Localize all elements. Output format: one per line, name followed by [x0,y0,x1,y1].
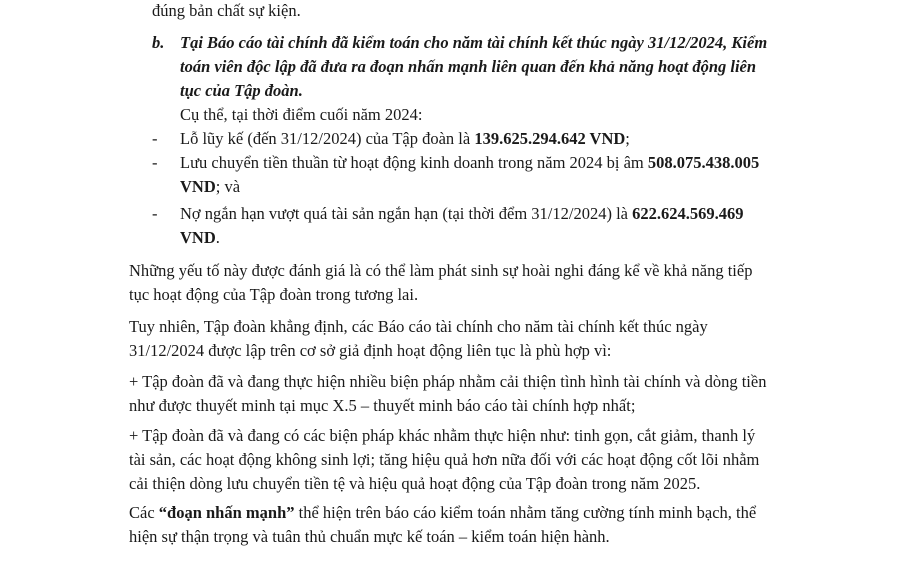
bullet-text: Lưu chuyển tiền thuần từ hoạt động kinh doanh trong năm 2024 bị âm [180,153,648,172]
conclusion-emphasis: “đoạn nhấn mạnh” [158,503,295,522]
item-b-line-1: Tại Báo cáo tài chính đã kiểm toán cho năm tài chính kết thúc ngày 31/12/2024, Kiểm [180,33,768,52]
bullet-short-term-debt [180,203,743,225]
reason-2-line-2: tài sản, các hoạt động không sinh lợi; tăng hiệu quả hơn nữa đối với các hoạt động cốt lõi nhằm [129,450,760,469]
specific-intro: Cụ thể, tại thời điểm cuối năm 2024: [180,105,423,124]
bullet-dash: - [152,204,158,223]
item-b-marker: b. [152,33,165,52]
para-however-line-2: 31/12/2024 được lập trên cơ sở giả định hoạt động liên tục là phù hợp vì: [129,341,612,360]
reason-1-line-1: + Tập đoàn đã và đang thực hiện nhiều biện pháp nhằm cải thiện tình hình tài chính và dòng tiền [129,372,767,391]
bullet-value-unit: VND [180,177,216,196]
para-doubt-line-1: Những yếu tố này được đánh giá là có thể làm phát sinh sự hoài nghi đáng kể về khả năng tiếp [129,261,753,280]
bullet-dash: - [152,129,158,148]
item-b-line-2: toán viên độc lập đã đưa ra đoạn nhấn mạnh liên quan đến khả năng hoạt động liên [180,57,757,76]
reason-2-line-3: cải thiện dòng lưu chuyển tiền tệ và hiệu quả hoạt động của Tập đoàn trong năm 2025. [129,474,701,493]
bullet-operating-cash-flow [180,152,759,174]
item-b-line-3: tục của Tập đoàn. [180,81,303,100]
top-line: đúng bản chất sự kiện. [152,1,301,20]
bullet-short-term-debt-cont [180,227,220,249]
bullet-value: 139.625.294.642 VND [474,129,626,148]
para-doubt-line-2: tục hoạt động của Tập đoàn trong tương lai. [129,285,419,304]
bullet-accumulated-loss [180,128,630,150]
reason-2-line-1: + Tập đoàn đã và đang có các biện pháp khác nhằm thực hiện như: tinh gọn, cắt giảm, thanh lý [129,426,756,445]
bullet-suffix: . [215,228,220,247]
bullet-value: 508.075.438.005 [647,153,760,172]
para-conclusion-line-2: hiện sự thận trọng và tuân thủ chuẩn mực kế toán – kiểm toán hiện hành. [129,527,610,546]
reason-1-line-2: như được thuyết minh tại mục X.5 – thuyết minh báo cáo tài chính hợp nhất; [129,396,636,415]
conclusion-pre: Các [129,503,159,522]
bullet-operating-cash-flow-cont [180,176,240,198]
para-conclusion-line-1 [129,502,756,524]
bullet-suffix: ; [625,129,630,148]
conclusion-rest: thể hiện trên báo cáo kiểm toán nhằm tăng cường tính minh bạch, thể [294,503,757,522]
para-however-line-1: Tuy nhiên, Tập đoàn khẳng định, các Báo cáo tài chính cho năm tài chính kết thúc ngày [129,317,708,336]
bullet-text: Nợ ngắn hạn vượt quá tài sản ngắn hạn (tại thời đểm 31/12/2024) là [180,204,633,223]
bullet-dash: - [152,153,158,172]
bullet-text: Lỗ lũy kế (đến 31/12/2024) của Tập đoàn là [180,129,475,148]
bullet-value-unit: VND [180,228,216,247]
bullet-value: 622.624.569.469 [632,204,744,223]
bullet-suffix: ; và [215,177,241,196]
